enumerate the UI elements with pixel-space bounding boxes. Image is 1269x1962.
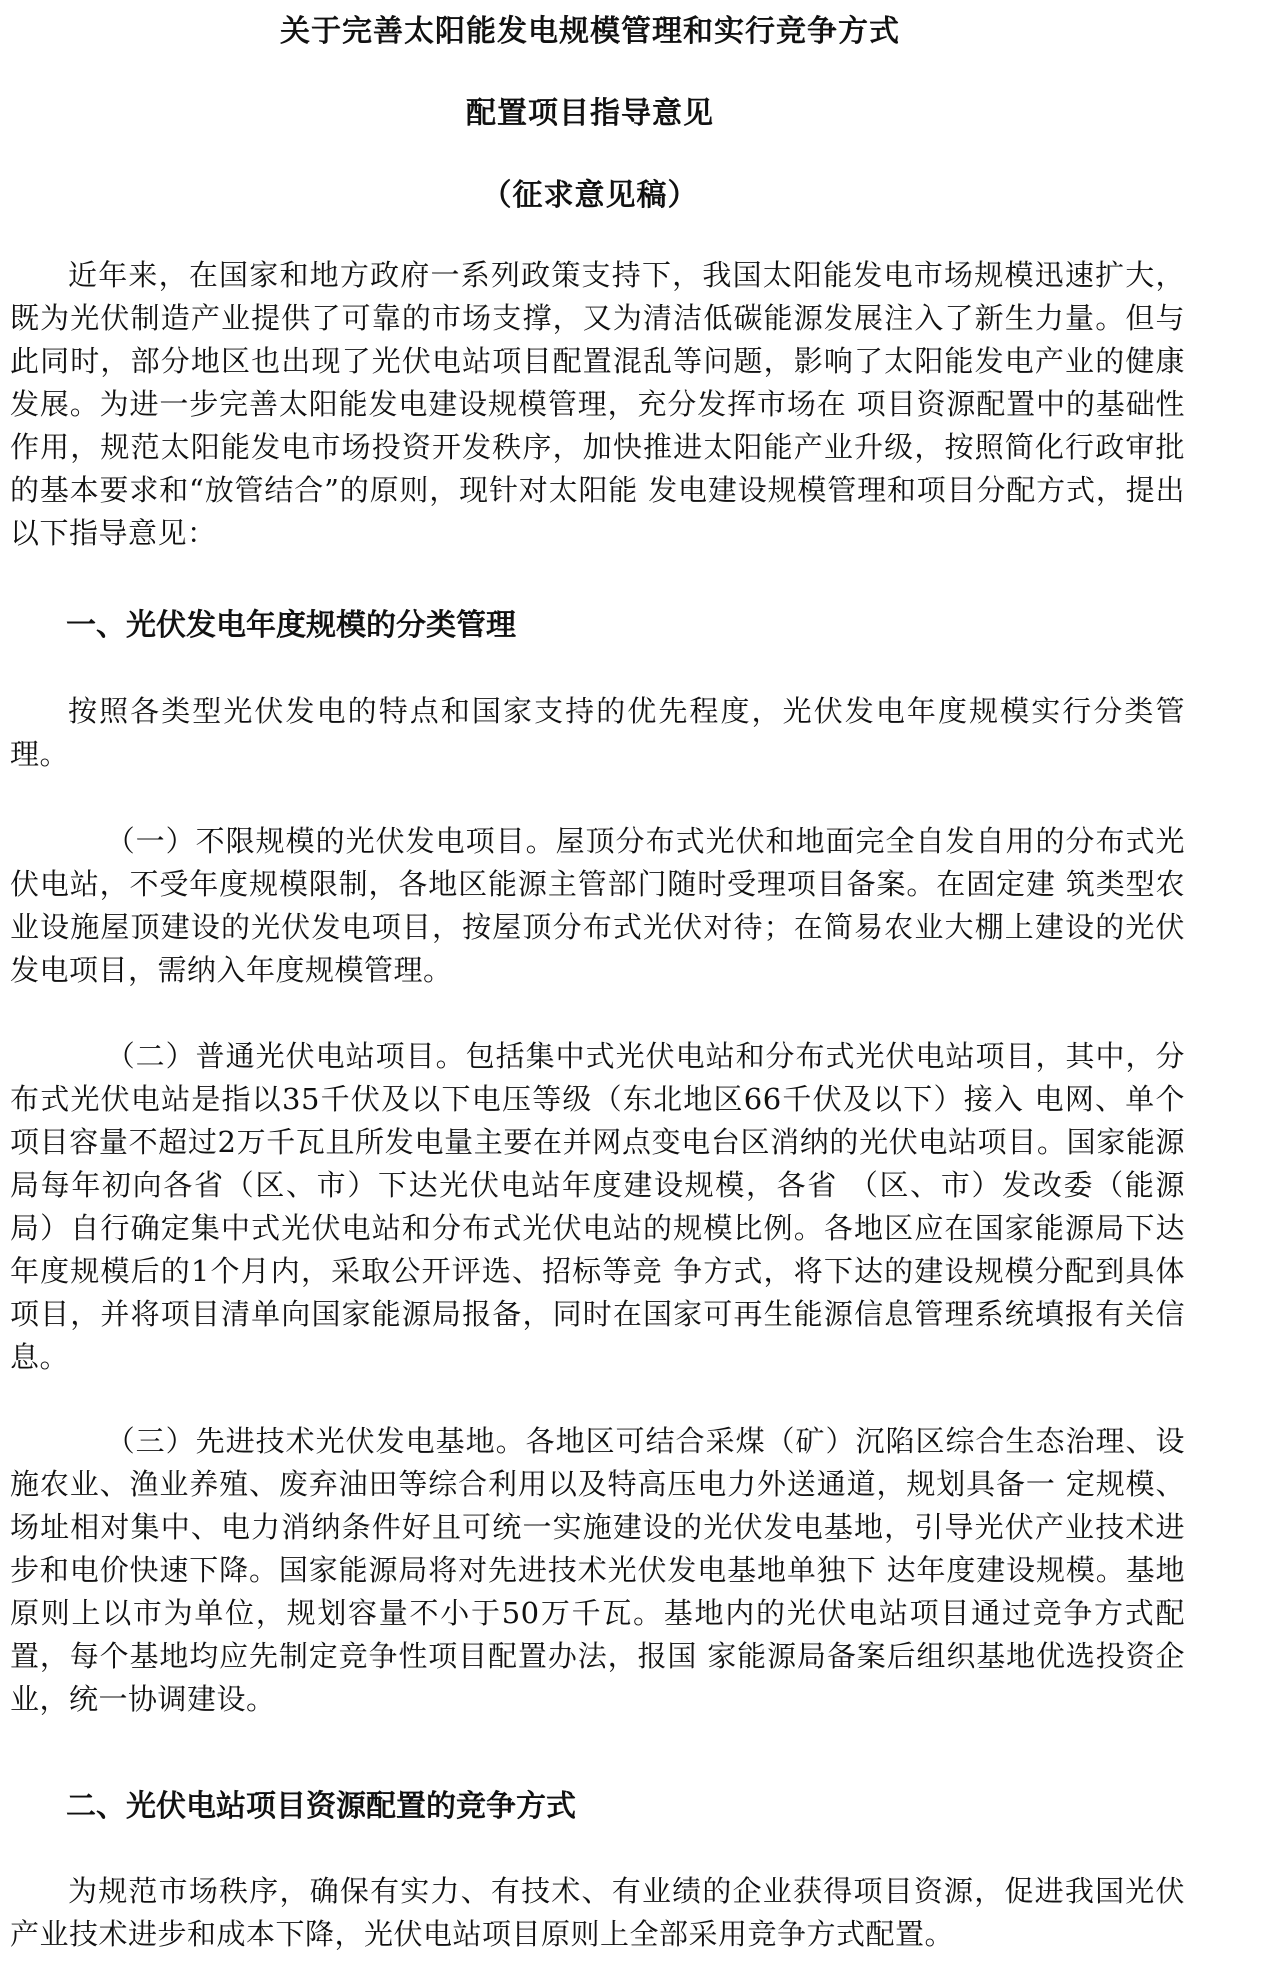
section1-heading: 一、光伏发电年度规模的分类管理 bbox=[66, 608, 516, 643]
section1-intro-paragraph: 按照各类型光伏发电的特点和国家支持的优先程度，光伏发电年度规模实行分类管理。 bbox=[10, 694, 1185, 771]
document-title-line2: 配置项目指导意见 bbox=[466, 96, 714, 131]
section1-item3-paragraph: （三）先进技术光伏发电基地。各地区可结合采煤（矿）沉陷区综合生态治理、设施农业、渔业养殖、废弃油田等综合利用以及特高压电力外送通道，规划具备一 定规模、场址相对集中、电力消纳条件好且可统一实施建设的光伏发电基地，引导光伏产业技术进步和电价快速下降。国家能源局将对先进技术光伏发电基地单独下 达年度建设规模。基地原则上以市为单位，规划容量不小于50万千瓦。基地内的光伏电站项目通过竞争方式配置，每个基地均应先制定竞争性项目配置办法，报国 家能源局备案后组织基地优选投资企业，统一协调建设。 bbox=[10, 1424, 1185, 1716]
section1-item2-paragraph: （二）普通光伏电站项目。包括集中式光伏电站和分布式光伏电站项目，其中，分布式光伏电站是指以35千伏及以下电压等级（东北地区66千伏及以下）接入 电网、单个项目容量不超过2万千瓦且所发电量主要在并网点变电台区消纳的光伏电站项目。国家能源局每年初向各省（区、市）下达光伏电站年度建设规模，各省 （区、市）发改委（能源局）自行确定集中式光伏电站和分布式光伏电站的规模比例。各地区应在国家能源局下达年度规模后的1个月内，采取公开评选、招标等竞 争方式，将下达的建设规模分配到具体项目，并将项目清单向国家能源局报备，同时在国家可再生能源信息管理系统填报有关信息。 bbox=[10, 1039, 1185, 1374]
intro-paragraph: 近年来，在国家和地方政府一系列政策支持下，我国太阳能发电市场规模迅速扩大，既为光伏制造产业提供了可靠的市场支撑，又为清洁低碳能源发展注入了新生力量。但与此同时，部分地区也出现了光伏电站项目配置混乱等问题，影响了太阳能发电产业的健康发展。为进一步完善太阳能发电建设规模管理，充分发挥市场在 项目资源配置中的基础性作用，规范太阳能发电市场投资开发秩序，加快推进太阳能产业升级，按照简化行政审批的基本要求和“放管结合”的原则，现针对太阳能 发电建设规模管理和项目分配方式，提出以下指导意见： bbox=[10, 258, 1185, 550]
document-subtitle: （征求意见稿） bbox=[481, 178, 699, 213]
section1-item1-paragraph: （一）不限规模的光伏发电项目。屋顶分布式光伏和地面完全自发自用的分布式光伏电站，不受年度规模限制，各地区能源主管部门随时受理项目备案。在固定建 筑类型农业设施屋顶建设的光伏发电项目，按屋顶分布式光伏对待；在简易农业大棚上建设的光伏发电项目，需纳入年度规模管理。 bbox=[10, 824, 1185, 987]
section2-heading: 二、光伏电站项目资源配置的竞争方式 bbox=[66, 1789, 576, 1824]
section2-intro-paragraph: 为规范市场秩序，确保有实力、有技术、有业绩的企业获得项目资源，促进我国光伏产业技术进步和成本下降，光伏电站项目原则上全部采用竞争方式配置。 bbox=[10, 1874, 1185, 1951]
document-title-line1: 关于完善太阳能发电规模管理和实行竞争方式 bbox=[280, 14, 900, 49]
